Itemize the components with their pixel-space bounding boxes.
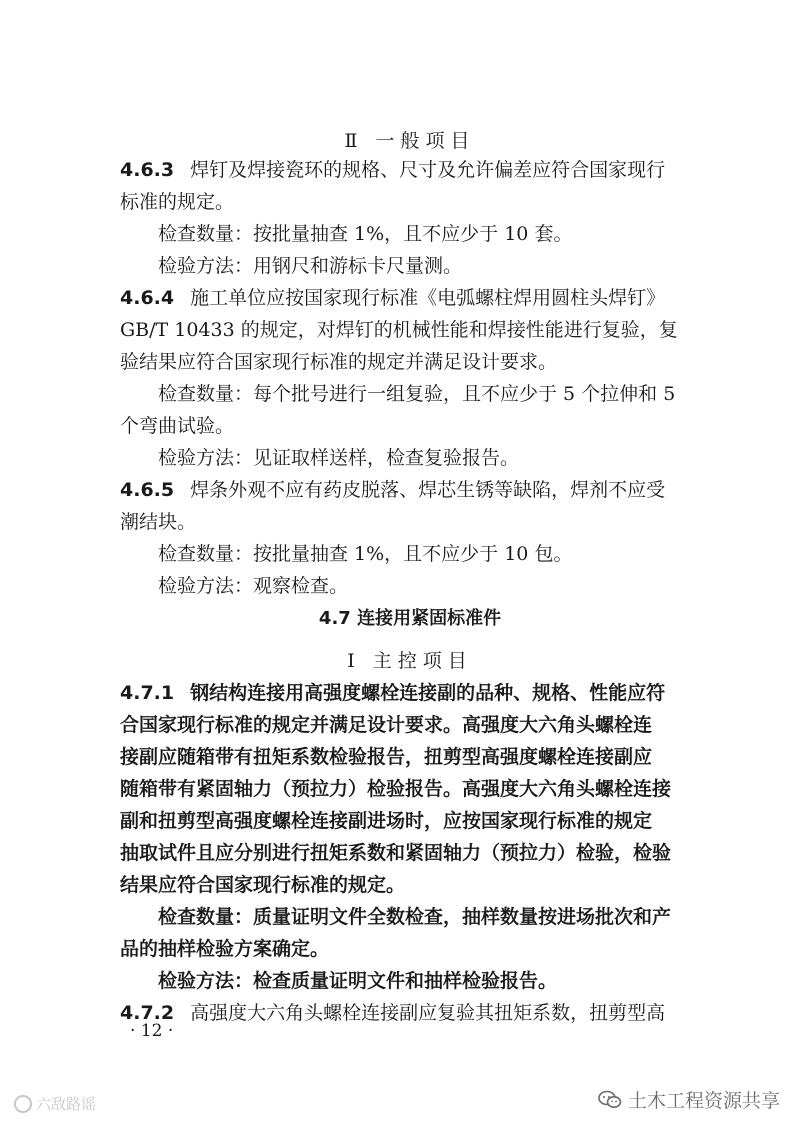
inspection-quantity-cont: 品的抽样检验方案确定。 (120, 938, 330, 960)
clause-number: 4.6.5 (120, 479, 175, 501)
section-title: 4.7 连接用紧固标准件 (318, 608, 502, 629)
clause-text: 高强度大六角头螺栓连接副应复验其扭矩系数，扭剪型高 (190, 1002, 666, 1024)
clause-text-line: 随箱带有紧固轴力（预拉力）检验报告。高强度大六角头螺栓连接 (120, 778, 672, 800)
clause-4-7-2 (120, 998, 700, 1028)
inspection-quantity: 检查数量：质量证明文件全数检查，抽样数量按进场批次和产 (158, 906, 672, 928)
clause-text-line: 结果应符合国家现行标准的规定。 (120, 874, 406, 896)
clause-text: 焊钉及焊接瓷环的规格、尺寸及允许偏差应符合国家现行 (190, 159, 666, 181)
clause-text: 钢结构连接用高强度螺栓连接副的品种、规格、性能应符 (190, 682, 666, 704)
clause-number: 4.7.1 (120, 682, 175, 704)
inspection-quantity: 检查数量：每个批号进行一组复验，且不应少于 5 个拉伸和 5 (158, 383, 676, 405)
clause-text-line: 接副应随箱带有扭矩系数检验报告，扭剪型高强度螺栓连接副应 (120, 746, 653, 768)
inspection-method: 检验方法：用钢尺和游标卡尺量测。 (158, 255, 463, 277)
clause-4-6-4 (120, 283, 700, 313)
watermark-logo-icon (14, 1095, 32, 1113)
watermark-right-text: 土木工程资源共享 (628, 1090, 781, 1112)
wechat-icon (598, 1090, 622, 1110)
clause-number: 4.6.3 (120, 159, 175, 181)
inspection-method: 检验方法：观察检查。 (158, 575, 349, 597)
watermark-left (14, 1093, 96, 1114)
inspection-quantity: 检查数量：按批量抽查 1%，且不应少于 10 包。 (158, 543, 573, 565)
inspection-method: 检验方法：见证取样送样，检查复验报告。 (158, 447, 520, 469)
clause-text-line: 潮结块。 (120, 511, 197, 533)
clause-number: 4.7.2 (120, 1002, 175, 1024)
clause-text-line: 标准的规定。 (120, 191, 235, 213)
clause-4-7-1 (120, 678, 700, 708)
wechat-watermark (598, 1086, 780, 1113)
clause-text-line: 合国家现行标准的规定并满足设计要求。高强度大六角头螺栓连 (120, 714, 653, 736)
inspection-method: 检验方法：检查质量证明文件和抽样检验报告。 (158, 970, 558, 992)
clause-text: 施工单位应按国家现行标准《电弧螺柱焊用圆柱头焊钉》 (190, 287, 666, 309)
clause-4-6-5 (120, 475, 700, 505)
clause-text-line: 抽取试件且应分别进行扭矩系数和紧固轴力（预拉力）检验，检验 (120, 842, 672, 864)
sub-heading-main-items: Ⅰ 主控项目 (347, 650, 473, 672)
page-number: · 12 · (130, 1021, 174, 1041)
inspection-quantity-cont: 个弯曲试验。 (120, 415, 235, 437)
clause-4-6-3 (120, 155, 700, 185)
clause-text: 焊条外观不应有药皮脱落、焊芯生锈等缺陷，焊剂不应受 (190, 479, 666, 501)
clause-text-line: GB/T 10433 的规定，对焊钉的机械性能和焊接性能进行复验，复 (120, 319, 678, 341)
clause-text-line: 验结果应符合国家现行标准的规定并满足设计要求。 (120, 351, 558, 373)
clause-number: 4.6.4 (120, 287, 175, 309)
sub-heading-general-items: Ⅱ 一般项目 (344, 130, 476, 152)
inspection-quantity: 检查数量：按批量抽查 1%，且不应少于 10 套。 (158, 223, 573, 245)
clause-text-line: 副和扭剪型高强度螺栓连接副进场时，应按国家现行标准的规定 (120, 810, 653, 832)
watermark-left-text: 六敌路谣 (36, 1095, 97, 1113)
